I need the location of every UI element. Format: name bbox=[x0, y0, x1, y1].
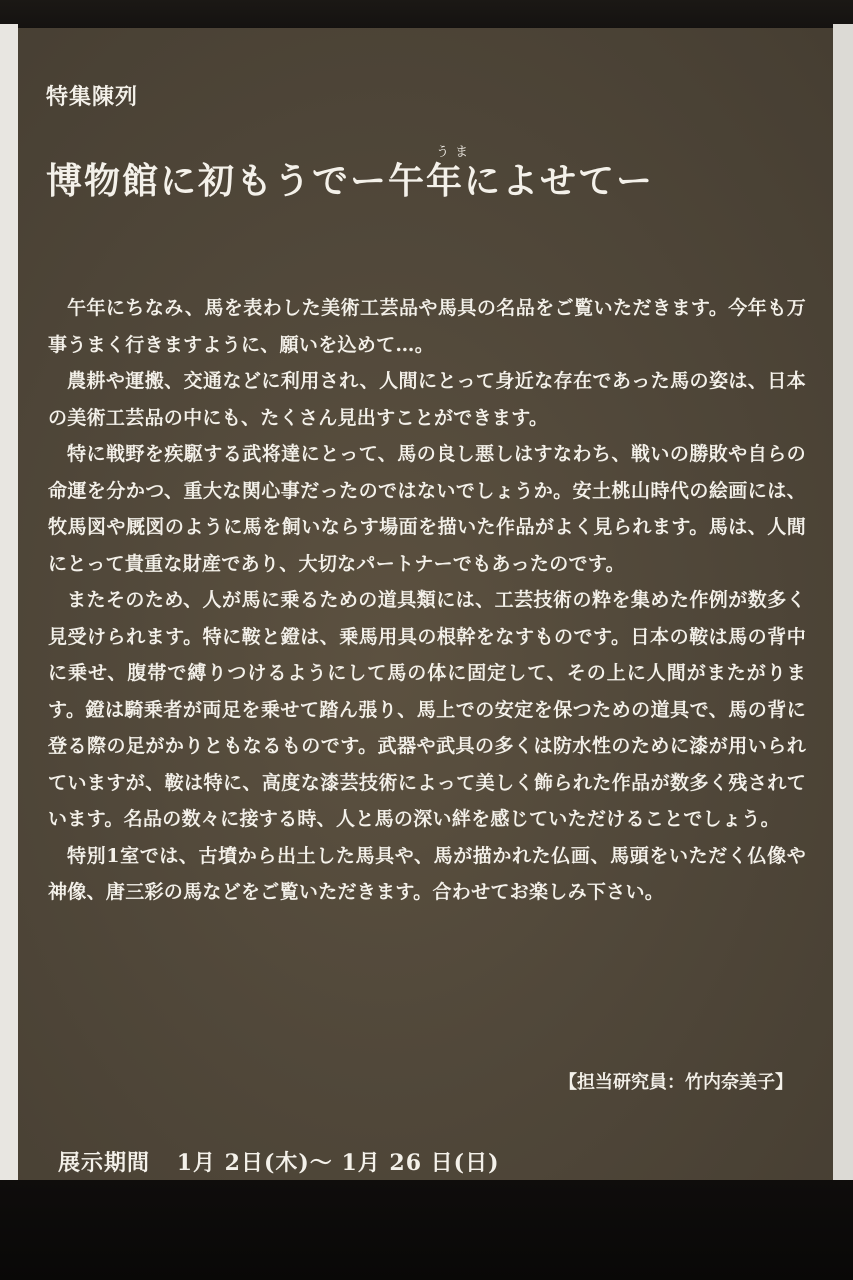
panel-title: 博物館に初もうでー午年によせてー bbox=[46, 160, 655, 202]
section-label: 特集陳列 bbox=[46, 84, 139, 110]
paragraph-4: またそのため、人が馬に乗るための道具類には、工芸技術の粋を集めた作例が数多く見受けられます。特に鞍と鐙は、乗馬用具の根幹をなすものです。日本の鞍は馬の背中に乗せ、腹帯で縛りつけるようにして馬の体に固定して、その上に人間がまたがります。鐙は騎乗者が両足を乗せて踏ん張り、馬上での安定を保つための道具で、馬の背に登る際の足がかりともなるものです。武器や武具の多くは防水性のために漆が用いられていますが、鞍は特に、高度な漆芸技術によって美しく飾られた作品が数多く残されています。名品の数々に接する時、人と馬の深い絆を感じていただけることでしょう。 bbox=[48, 589, 806, 830]
wall-left bbox=[0, 24, 18, 1180]
paragraph-1: 午年にちなみ、馬を表わした美術工芸品や馬具の名品をご覧いただきます。今年も万事うまく行きますように、願いを込めて…。 bbox=[48, 297, 806, 356]
wall-right bbox=[833, 24, 853, 1180]
panel-body bbox=[48, 290, 806, 911]
paragraph-2: 農耕や運搬、交通などに利用され、人間にとって身近な存在であった馬の姿は、日本の美術工芸品の中にも、たくさん見出すことができます。 bbox=[48, 370, 806, 429]
researcher-credit: 【担当研究員：竹内奈美子】 bbox=[559, 1072, 793, 1093]
period-dates: 1月 2日(木)～ 1月 26 日(日) bbox=[176, 1150, 500, 1176]
paragraph-5: 特別1室では、古墳から出土した馬具や、馬が描かれた仏画、馬頭をいただく仏像や神像、唐三彩の馬などをご覧いただきます。合わせてお楽しみ下さい。 bbox=[48, 844, 806, 903]
title-ruby: うま bbox=[436, 145, 475, 160]
paragraph-3: 特に戦野を疾駆する武将達にとって、馬の良し悪しはすなわち、戦いの勝敗や自らの命運を分かつ、重大な関心事だったのではないでしょうか。安土桃山時代の絵画には、牧馬図や厩図のように馬を飼いならす場面を描いた作品がよく見られます。馬は、人間にとって貴重な財産であり、大切なパートナーでもあったのです。 bbox=[48, 443, 806, 575]
period-label: 展示期間 bbox=[58, 1150, 151, 1176]
exhibition-panel bbox=[18, 28, 833, 1180]
exhibition-period bbox=[58, 1146, 518, 1177]
